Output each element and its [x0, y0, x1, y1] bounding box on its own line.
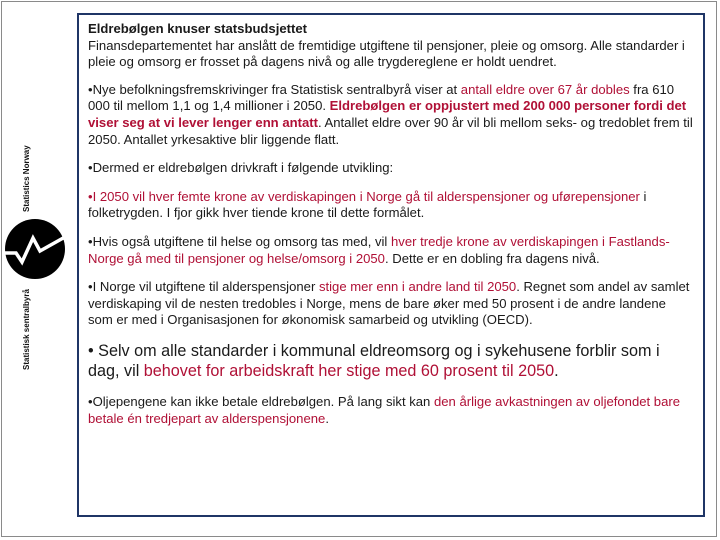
- bullet-health-care: [88, 234, 694, 267]
- bullet-text: . Dette er en dobling fra dagens nivå.: [384, 250, 600, 266]
- highlight-text: hver tredje krone av verdiskapingen i Fastlands-Norge gå med til pensjoner og helse/omsorg i 2050: [88, 233, 670, 266]
- bullet-text: . Regnet som andel av samlet verdiskaping vil de nesten tredobles i Norge, mens de bare øker med 50 prosent i de andre landene som er med i Organisasjonen for økonomisk samarbeid og utvikling (OECD).: [88, 279, 690, 328]
- bullet-text: .: [554, 362, 559, 381]
- page-title: Eldrebølgen knuser statsbudsjettet: [88, 21, 308, 36]
- bullet-text: fra 610 000 til mellom 1,1 og 1,4 millioner i 2050.: [88, 81, 675, 114]
- logo-text-english: Statistics Norway: [22, 145, 31, 212]
- highlight-text: •I 2050 vil hver femte krone av verdiskapingen i Norge gå til alderspensjoner og uførepensjoner: [88, 188, 640, 204]
- bullet-pensions-share: [88, 189, 694, 222]
- emphasis-text: Eldrebølgen er oppjustert med 200 000 personer fordi det viser seg at vi lever lenger enn antatt: [88, 98, 687, 130]
- bullet-text: •I Norge vil utgiftene til alderspensjoner: [88, 279, 319, 295]
- intro-text: Finansdepartementet har anslått de fremtidige utgiftene til pensjoner, pleie og omsorg. Alle standarder i pleie og omsorg er frosset på dagens nivå og alle trygdereglene er holdt uendret.: [88, 37, 685, 70]
- logo-text-norwegian: Statistisk sentralbyrå: [22, 289, 31, 370]
- bullet-text: •Oljepengene kan ikke betale eldrebølgen. På lang sikt kan: [88, 393, 434, 409]
- bullet-oecd-comparison: [88, 279, 694, 329]
- bullet-text: i folketrygden. I fjor gikk hver tiende krone til dette formålet.: [88, 188, 647, 221]
- bullet-text: • Selv om alle standarder i kommunal eldreomsorg og i sykehusene forblir som i dag, vil: [88, 341, 660, 381]
- bullet-text: .: [325, 410, 329, 426]
- highlight-text: behovet for arbeidskraft her stige med 60 prosent til 2050: [143, 362, 555, 381]
- highlight-text: antall eldre over 67 år dobles: [460, 81, 630, 97]
- bullet-driver: •Dermed er eldrebølgen drivkraft i følgende utvikling:: [88, 160, 394, 176]
- bullet-text: •Hvis også utgiftene til helse og omsorg tas med, vil: [88, 233, 391, 249]
- bullet-text: . Antallet eldre over 90 år vil bli mellom seks- og tredoblet frem til 2050. Antallet yrkesaktive blir liggende flatt.: [88, 114, 693, 147]
- content-box: [77, 13, 705, 517]
- highlight-text: den årlige avkastningen av oljefondet bare betale én tredjepart av alderspensjonene: [88, 393, 681, 426]
- statistics-norway-logo: [0, 120, 74, 380]
- bullet-population: [88, 82, 694, 148]
- bullet-text: •Nye befolkningsfremskrivinger fra Statistisk sentralbyrå viser at: [88, 81, 461, 97]
- bullet-workforce: [88, 341, 694, 382]
- logo-emblem-icon: [2, 216, 68, 282]
- highlight-text: stige mer enn i andre land til 2050: [318, 279, 517, 295]
- intro-paragraph: [88, 21, 694, 71]
- bullet-oil-fund: [88, 394, 694, 427]
